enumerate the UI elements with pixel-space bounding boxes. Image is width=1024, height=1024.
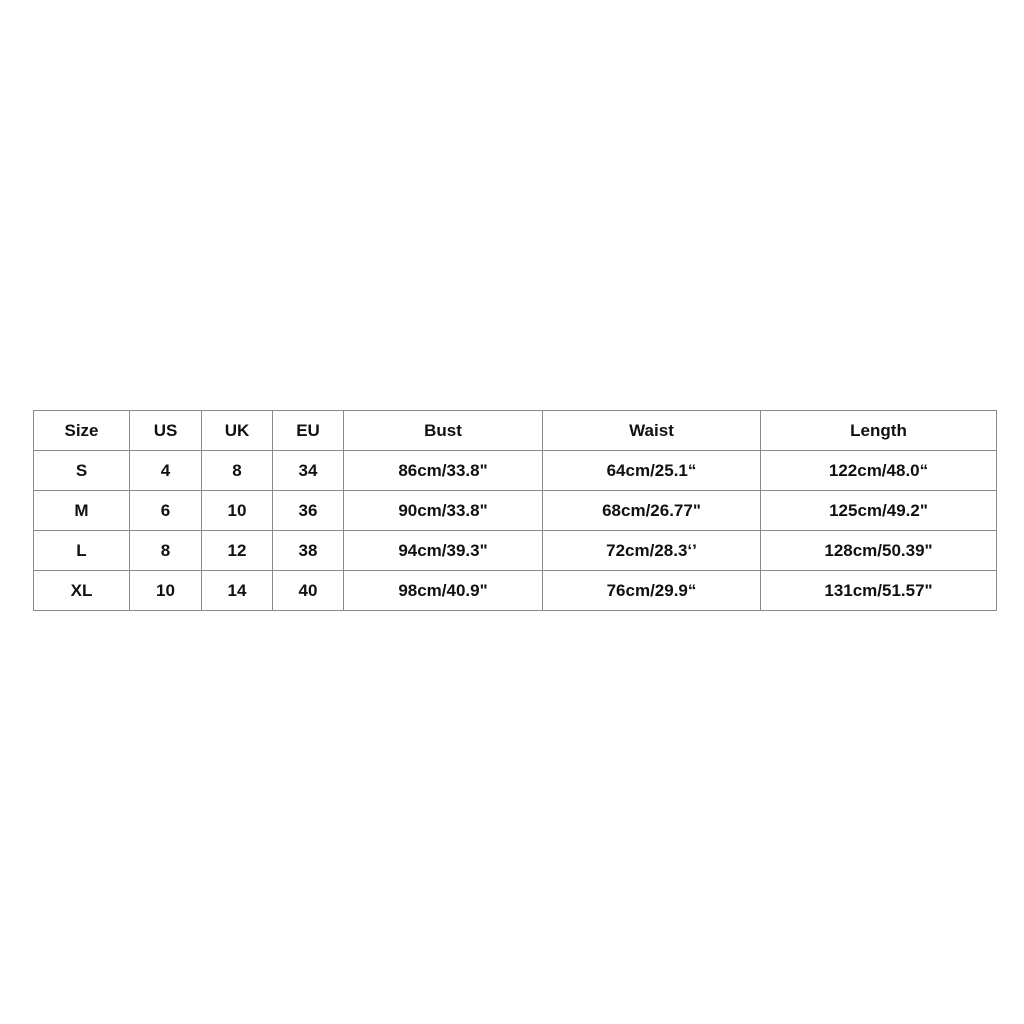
cell-size: XL — [34, 571, 130, 611]
table-row — [34, 451, 997, 491]
cell-length: 131cm/51.57" — [761, 571, 997, 611]
cell-uk: 12 — [202, 531, 273, 571]
header-waist: Waist — [543, 411, 761, 451]
cell-bust: 90cm/33.8" — [344, 491, 543, 531]
cell-waist: 68cm/26.77" — [543, 491, 761, 531]
table-header-row — [34, 411, 997, 451]
cell-eu: 40 — [273, 571, 344, 611]
cell-us: 8 — [130, 531, 202, 571]
cell-length: 122cm/48.0“ — [761, 451, 997, 491]
cell-length: 125cm/49.2" — [761, 491, 997, 531]
cell-us: 10 — [130, 571, 202, 611]
cell-waist: 76cm/29.9“ — [543, 571, 761, 611]
table-row — [34, 571, 997, 611]
cell-length: 128cm/50.39" — [761, 531, 997, 571]
cell-size: L — [34, 531, 130, 571]
header-uk: UK — [202, 411, 273, 451]
cell-size: S — [34, 451, 130, 491]
cell-uk: 8 — [202, 451, 273, 491]
cell-size: M — [34, 491, 130, 531]
cell-bust: 86cm/33.8" — [344, 451, 543, 491]
header-eu: EU — [273, 411, 344, 451]
header-size: Size — [34, 411, 130, 451]
header-us: US — [130, 411, 202, 451]
header-bust: Bust — [344, 411, 543, 451]
cell-waist: 64cm/25.1“ — [543, 451, 761, 491]
table-row — [34, 491, 997, 531]
size-chart-table — [33, 410, 997, 611]
cell-bust: 94cm/39.3" — [344, 531, 543, 571]
cell-waist: 72cm/28.3‘’ — [543, 531, 761, 571]
cell-uk: 10 — [202, 491, 273, 531]
cell-uk: 14 — [202, 571, 273, 611]
cell-eu: 34 — [273, 451, 344, 491]
cell-bust: 98cm/40.9" — [344, 571, 543, 611]
cell-eu: 38 — [273, 531, 344, 571]
cell-us: 6 — [130, 491, 202, 531]
header-length: Length — [761, 411, 997, 451]
cell-eu: 36 — [273, 491, 344, 531]
cell-us: 4 — [130, 451, 202, 491]
table-row — [34, 531, 997, 571]
